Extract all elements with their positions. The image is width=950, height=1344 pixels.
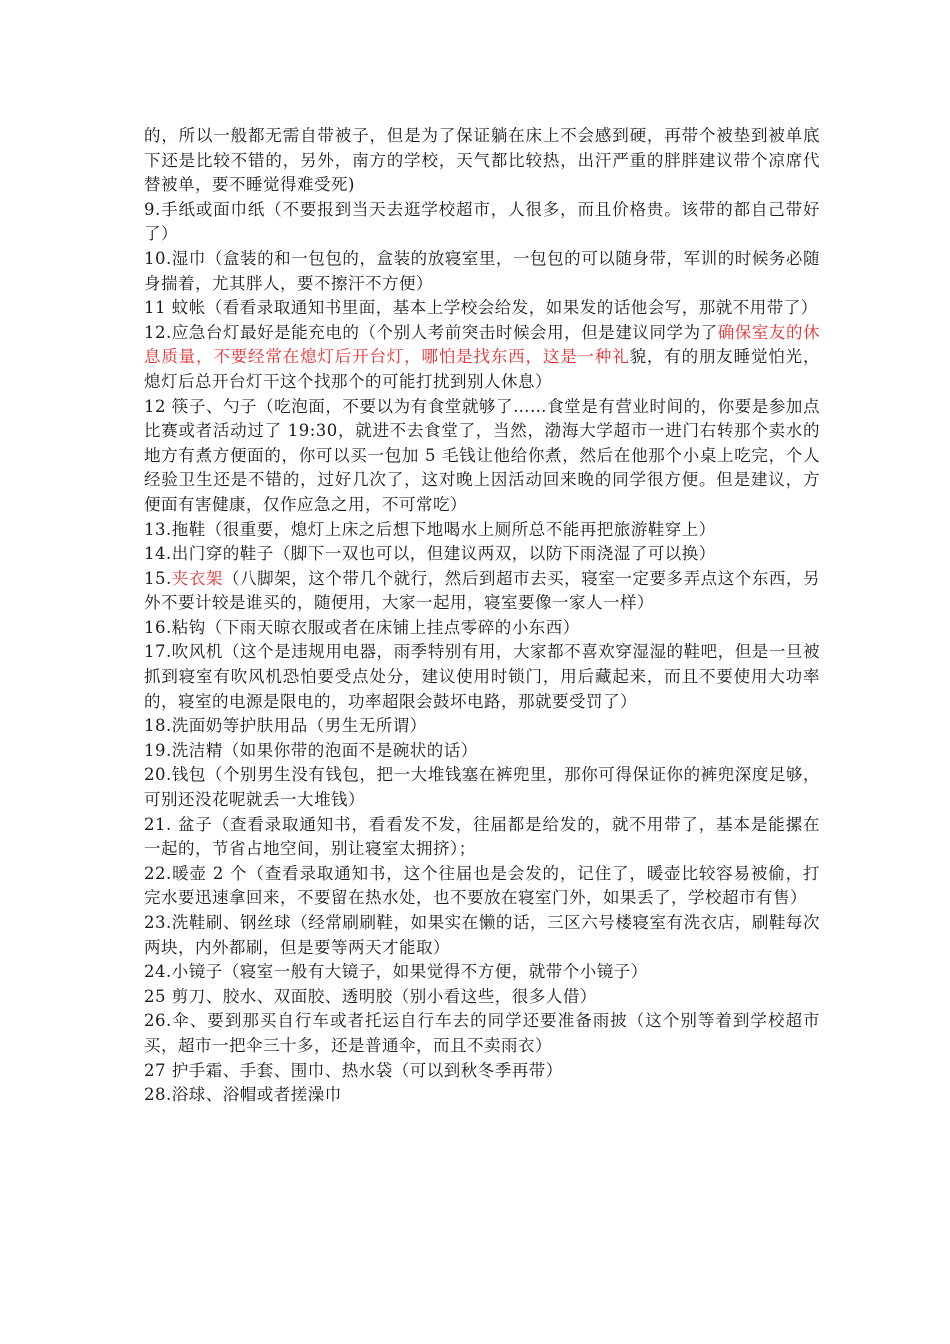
paragraph-11	[144, 640, 820, 714]
paragraph-19	[144, 985, 820, 1010]
text-segment: 16.粘钩（下雨天晾衣服或者在床铺上挂点零碎的小东西）	[144, 617, 580, 637]
text-segment: 貌，有的朋友睡觉怕光，熄灯后总开台灯干这个找那个的可能打扰到别人休息）	[144, 347, 821, 391]
paragraph-6	[144, 395, 820, 518]
paragraph-15	[144, 813, 820, 862]
text-segment: 26.伞、要到那买自行车或者托运自行车去的同学还要准备雨披（这个别等着到学校超市买，超市一把伞三十多，还是普通伞，而且不卖雨衣）	[144, 1011, 820, 1055]
text-segment: 的，所以一般都无需自带被子，但是为了保证躺在床上不会感到硬，再带个被垫到被单底下还是比较不错的，另外，南方的学校，天气都比较热，出汗严重的胖胖建议带个凉席代替被单，要不睡觉得难受死)	[144, 126, 820, 195]
text-segment: 19.洗洁精（如果你带的泡面不是碗状的话）	[144, 740, 478, 760]
text-segment: 22.暖壶 2 个（查看录取通知书，这个往届也是会发的，记住了，暖壶比较容易被偷，打完水要迅速拿回来，不要留在热水处，也不要放在寝室门外，如果丢了，学校超市有售）	[144, 863, 820, 908]
paragraph-22	[144, 1083, 820, 1108]
paragraph-10	[144, 616, 820, 641]
paragraph-1	[144, 124, 820, 198]
highlighted-text: 确保室友的休息质量，不要经常在熄灯后开台灯，哪怕是找东西，这是一种礼	[144, 322, 820, 367]
text-segment: 21. 盆子（查看录取通知书，看看发不发，往届都是给发的，就不用带了，基本是能摞在一起的，节省占地空间，别让寝室太拥挤）；	[144, 814, 820, 859]
text-segment: 24.小镜子（寝室一般有大镜子，如果觉得不方便，就带个小镜子）	[144, 962, 648, 982]
text-segment: 23.洗鞋刷、钢丝球（经常刷刷鞋，如果实在懒的话，三区六号楼寝室有洗衣店，刷鞋每次两块，内外都刷，但是要等两天才能取）	[144, 913, 820, 957]
text-segment: （八脚架，这个带几个就行，然后到超市去买，寝室一定要多弄点这个东西，另外不要计较是谁买的，随便用，大家一起用，寝室要像一家人一样）	[144, 568, 821, 613]
paragraph-7	[144, 518, 820, 543]
paragraph-18	[144, 960, 820, 985]
text-segment: 25 剪刀、胶水、双面胶、透明胶（别小看这些，很多人借）	[144, 986, 597, 1006]
paragraph-5	[144, 321, 820, 395]
text-segment: 10.湿巾（盒装的和一包包的，盒装的放寝室里，一包包的可以随身带，军训的时候务必随身揣着，尤其胖人，要不擦汗不方便）	[144, 248, 820, 293]
paragraph-3	[144, 247, 820, 296]
highlighted-text: 夹衣架	[171, 568, 223, 588]
text-segment: 12 筷子、勺子（吃泡面，不要以为有食堂就够了……食堂是有营业时间的，你要是参加点比赛或者活动过了 19:30，就进不去食堂了，当然，渤海大学超市一进门右转那个卖水的地方有煮方便面的，你可以买一包加 5 毛钱让他给你煮，然后在他那个小桌上吃完，个人经验卫生还是不错的，过好几次了，这对晚上因活动回来晚的同学很方便。但是建议，方便面有害健康，仅作应急之用，不可常吃）	[144, 396, 820, 514]
paragraph-9	[144, 567, 820, 616]
text-segment: 12.应急台灯最好是能充电的（个别人考前突击时候会用，但是建议同学为了	[144, 322, 718, 342]
paragraph-16	[144, 862, 820, 911]
document-page	[144, 124, 820, 1108]
paragraph-20	[144, 1009, 820, 1058]
paragraph-12	[144, 714, 820, 739]
text-segment: 27 护手霜、手套、围巾、热水袋（可以到秋冬季再带）	[144, 1060, 563, 1080]
text-segment: 9.手纸或面巾纸（不要报到当天去逛学校超市，人很多，而且价格贵。该带的都自己带好了）	[144, 199, 820, 244]
text-segment: 28.浴球、浴帽或者搓澡巾	[144, 1085, 342, 1105]
paragraph-17	[144, 911, 820, 960]
paragraph-4	[144, 296, 820, 321]
paragraph-2	[144, 198, 820, 247]
paragraph-13	[144, 739, 820, 764]
text-segment: 14.出门穿的鞋子（脚下一双也可以，但建议两双，以防下雨浇湿了可以换）	[144, 544, 716, 564]
text-segment: 11 蚊帐（看看录取通知书里面，基本上学校会给发，如果发的话他会写，那就不用带了）	[144, 298, 818, 318]
text-segment: 18.洗面奶等护肤用品（男生无所谓）	[144, 716, 427, 736]
text-segment: 15.	[144, 568, 172, 588]
paragraph-14	[144, 763, 820, 812]
paragraph-21	[144, 1059, 820, 1084]
paragraph-8	[144, 542, 820, 567]
text-segment: 13.拖鞋（很重要，熄灯上床之后想下地喝水上厕所总不能再把旅游鞋穿上）	[144, 519, 716, 539]
text-segment: 20.钱包（个别男生没有钱包，把一大堆钱塞在裤兜里，那你可得保证你的裤兜深度足够，可别还没花呢就丢一大堆钱）	[144, 765, 820, 810]
text-segment: 17.吹风机（这个是违规用电器，雨季特别有用，大家都不喜欢穿湿湿的鞋吧，但是一旦被抓到寝室有吹风机恐怕要受点处分，建议使用时锁门，用后藏起来，而且不要使用大功率的，寝室的电源是限电的，功率超限会鼓坏电路，那就要受罚了）	[144, 642, 820, 711]
